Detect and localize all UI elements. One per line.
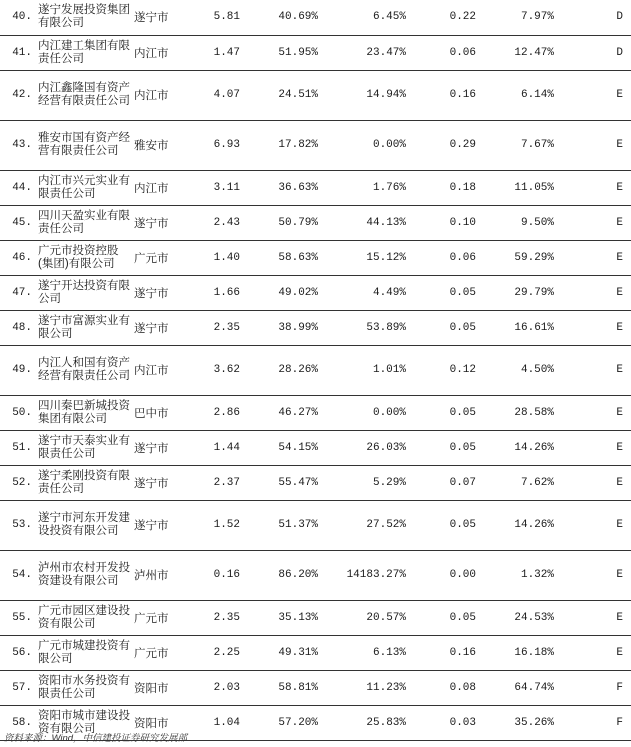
value-col-2: 36.63% xyxy=(240,170,318,205)
row-index: 52. xyxy=(0,465,36,500)
value-col-3: 14.94% xyxy=(318,70,406,120)
company-name: 遂宁柔刚投资有限责任公司 xyxy=(36,465,132,500)
value-col-3: 1.76% xyxy=(318,170,406,205)
value-col-5: 7.97% xyxy=(476,0,554,35)
rating: E xyxy=(554,240,631,275)
table-row xyxy=(0,345,631,395)
rating: E xyxy=(554,205,631,240)
value-col-5: 59.29% xyxy=(476,240,554,275)
row-index: 56. xyxy=(0,635,36,670)
rating: F xyxy=(554,705,631,740)
city-name: 遂宁市 xyxy=(132,275,180,310)
value-col-3: 0.00% xyxy=(318,120,406,170)
value-col-5: 16.61% xyxy=(476,310,554,345)
rating: E xyxy=(554,70,631,120)
table-row xyxy=(0,430,631,465)
value-col-4: 0.10 xyxy=(406,205,476,240)
value-col-1: 2.03 xyxy=(180,670,240,705)
rating: E xyxy=(554,430,631,465)
city-name: 遂宁市 xyxy=(132,500,180,550)
rating: E xyxy=(554,600,631,635)
table-row xyxy=(0,395,631,430)
company-name: 广元市投资控股(集团)有限公司 xyxy=(36,240,132,275)
value-col-3: 0.00% xyxy=(318,395,406,430)
value-col-5: 14.26% xyxy=(476,430,554,465)
value-col-2: 40.69% xyxy=(240,0,318,35)
value-col-4: 0.03 xyxy=(406,705,476,740)
row-index: 53. xyxy=(0,500,36,550)
table-row xyxy=(0,465,631,500)
company-name: 四川天盈实业有限责任公司 xyxy=(36,205,132,240)
value-col-1: 1.47 xyxy=(180,35,240,70)
value-col-1: 2.35 xyxy=(180,310,240,345)
row-index: 41. xyxy=(0,35,36,70)
value-col-4: 0.07 xyxy=(406,465,476,500)
value-col-1: 2.35 xyxy=(180,600,240,635)
value-col-2: 58.81% xyxy=(240,670,318,705)
value-col-2: 86.20% xyxy=(240,550,318,600)
value-col-3: 26.03% xyxy=(318,430,406,465)
city-name: 广元市 xyxy=(132,240,180,275)
value-col-5: 16.18% xyxy=(476,635,554,670)
row-index: 49. xyxy=(0,345,36,395)
value-col-1: 1.52 xyxy=(180,500,240,550)
value-col-3: 25.83% xyxy=(318,705,406,740)
value-col-4: 0.05 xyxy=(406,310,476,345)
city-name: 资阳市 xyxy=(132,705,180,740)
value-col-2: 51.95% xyxy=(240,35,318,70)
value-col-4: 0.18 xyxy=(406,170,476,205)
rating: E xyxy=(554,635,631,670)
company-name: 内江建工集团有限责任公司 xyxy=(36,35,132,70)
value-col-4: 0.08 xyxy=(406,670,476,705)
city-name: 遂宁市 xyxy=(132,205,180,240)
value-col-3: 15.12% xyxy=(318,240,406,275)
value-col-5: 29.79% xyxy=(476,275,554,310)
city-name: 内江市 xyxy=(132,35,180,70)
table-row xyxy=(0,170,631,205)
value-col-4: 0.06 xyxy=(406,240,476,275)
value-col-2: 17.82% xyxy=(240,120,318,170)
rating: E xyxy=(554,395,631,430)
row-index: 47. xyxy=(0,275,36,310)
value-col-5: 11.05% xyxy=(476,170,554,205)
row-index: 46. xyxy=(0,240,36,275)
row-index: 54. xyxy=(0,550,36,600)
value-col-4: 0.12 xyxy=(406,345,476,395)
company-name: 广元市园区建设投资有限公司 xyxy=(36,600,132,635)
value-col-2: 57.20% xyxy=(240,705,318,740)
company-name: 内江人和国有资产经营有限责任公司 xyxy=(36,345,132,395)
value-col-1: 0.16 xyxy=(180,550,240,600)
city-name: 内江市 xyxy=(132,345,180,395)
row-index: 50. xyxy=(0,395,36,430)
company-name: 内江市兴元实业有限责任公司 xyxy=(36,170,132,205)
value-col-1: 5.81 xyxy=(180,0,240,35)
table-row xyxy=(0,600,631,635)
city-name: 遂宁市 xyxy=(132,310,180,345)
rating: D xyxy=(554,0,631,35)
value-col-3: 5.29% xyxy=(318,465,406,500)
value-col-1: 4.07 xyxy=(180,70,240,120)
company-name: 遂宁开达投资有限公司 xyxy=(36,275,132,310)
value-col-5: 28.58% xyxy=(476,395,554,430)
value-col-2: 49.02% xyxy=(240,275,318,310)
city-name: 广元市 xyxy=(132,635,180,670)
table-row xyxy=(0,310,631,345)
value-col-4: 0.16 xyxy=(406,70,476,120)
company-name: 遂宁市天泰实业有限责任公司 xyxy=(36,430,132,465)
row-index: 48. xyxy=(0,310,36,345)
value-col-2: 58.63% xyxy=(240,240,318,275)
table-row xyxy=(0,550,631,600)
value-col-1: 2.43 xyxy=(180,205,240,240)
value-col-3: 20.57% xyxy=(318,600,406,635)
rating: E xyxy=(554,310,631,345)
table-row xyxy=(0,205,631,240)
rating: E xyxy=(554,345,631,395)
city-name: 遂宁市 xyxy=(132,430,180,465)
company-name: 资阳市水务投资有限责任公司 xyxy=(36,670,132,705)
city-name: 内江市 xyxy=(132,70,180,120)
row-index: 45. xyxy=(0,205,36,240)
company-name: 内江鑫隆国有资产经营有限责任公司 xyxy=(36,70,132,120)
value-col-1: 3.11 xyxy=(180,170,240,205)
value-col-2: 35.13% xyxy=(240,600,318,635)
rating: E xyxy=(554,550,631,600)
value-col-4: 0.05 xyxy=(406,600,476,635)
value-col-2: 49.31% xyxy=(240,635,318,670)
value-col-1: 1.66 xyxy=(180,275,240,310)
value-col-4: 0.00 xyxy=(406,550,476,600)
value-col-3: 44.13% xyxy=(318,205,406,240)
value-col-3: 6.45% xyxy=(318,0,406,35)
value-col-2: 38.99% xyxy=(240,310,318,345)
value-col-1: 2.86 xyxy=(180,395,240,430)
company-name: 泸州市农村开发投资建设有限公司 xyxy=(36,550,132,600)
value-col-1: 3.62 xyxy=(180,345,240,395)
rating: E xyxy=(554,500,631,550)
value-col-2: 28.26% xyxy=(240,345,318,395)
value-col-5: 6.14% xyxy=(476,70,554,120)
value-col-3: 4.49% xyxy=(318,275,406,310)
value-col-5: 7.67% xyxy=(476,120,554,170)
value-col-3: 6.13% xyxy=(318,635,406,670)
rating: E xyxy=(554,170,631,205)
table-row xyxy=(0,120,631,170)
company-name: 遂宁市河东开发建设投资有限公司 xyxy=(36,500,132,550)
city-name: 遂宁市 xyxy=(132,0,180,35)
company-name: 资阳市城市建设投资有限公司 xyxy=(36,705,132,740)
table-row xyxy=(0,500,631,550)
value-col-5: 7.62% xyxy=(476,465,554,500)
value-col-4: 0.05 xyxy=(406,275,476,310)
city-name: 泸州市 xyxy=(132,550,180,600)
city-name: 雅安市 xyxy=(132,120,180,170)
value-col-2: 51.37% xyxy=(240,500,318,550)
row-index: 44. xyxy=(0,170,36,205)
value-col-5: 9.50% xyxy=(476,205,554,240)
value-col-5: 12.47% xyxy=(476,35,554,70)
value-col-5: 35.26% xyxy=(476,705,554,740)
value-col-1: 1.40 xyxy=(180,240,240,275)
value-col-4: 0.29 xyxy=(406,120,476,170)
value-col-3: 11.23% xyxy=(318,670,406,705)
city-name: 内江市 xyxy=(132,170,180,205)
source-note: 资料来源：Wind，中信建投证券研究发展部 xyxy=(4,733,188,744)
value-col-1: 2.37 xyxy=(180,465,240,500)
value-col-1: 6.93 xyxy=(180,120,240,170)
company-name: 遂宁发展投资集团有限公司 xyxy=(36,0,132,35)
value-col-3: 1.01% xyxy=(318,345,406,395)
value-col-1: 1.04 xyxy=(180,705,240,740)
value-col-4: 0.05 xyxy=(406,430,476,465)
city-name: 广元市 xyxy=(132,600,180,635)
rating: E xyxy=(554,275,631,310)
company-name: 广元市城建投资有限公司 xyxy=(36,635,132,670)
row-index: 58. xyxy=(0,705,36,740)
value-col-1: 2.25 xyxy=(180,635,240,670)
table-row xyxy=(0,635,631,670)
value-col-4: 0.22 xyxy=(406,0,476,35)
value-col-2: 55.47% xyxy=(240,465,318,500)
value-col-5: 64.74% xyxy=(476,670,554,705)
value-col-4: 0.05 xyxy=(406,395,476,430)
row-index: 55. xyxy=(0,600,36,635)
value-col-2: 54.15% xyxy=(240,430,318,465)
city-name: 资阳市 xyxy=(132,670,180,705)
value-col-3: 23.47% xyxy=(318,35,406,70)
value-col-2: 46.27% xyxy=(240,395,318,430)
value-col-5: 14.26% xyxy=(476,500,554,550)
value-col-3: 27.52% xyxy=(318,500,406,550)
row-index: 57. xyxy=(0,670,36,705)
table-row xyxy=(0,70,631,120)
table-row xyxy=(0,35,631,70)
rating: E xyxy=(554,120,631,170)
value-col-2: 24.51% xyxy=(240,70,318,120)
company-name: 遂宁市富源实业有限公司 xyxy=(36,310,132,345)
table-row xyxy=(0,240,631,275)
row-index: 42. xyxy=(0,70,36,120)
value-col-1: 1.44 xyxy=(180,430,240,465)
row-index: 43. xyxy=(0,120,36,170)
rating: F xyxy=(554,670,631,705)
value-col-4: 0.16 xyxy=(406,635,476,670)
table-row xyxy=(0,275,631,310)
rating: E xyxy=(554,465,631,500)
table-row xyxy=(0,0,631,35)
value-col-5: 1.32% xyxy=(476,550,554,600)
company-name: 雅安市国有资产经营有限责任公司 xyxy=(36,120,132,170)
value-col-4: 0.06 xyxy=(406,35,476,70)
table-row xyxy=(0,670,631,705)
city-name: 巴中市 xyxy=(132,395,180,430)
value-col-4: 0.05 xyxy=(406,500,476,550)
row-index: 51. xyxy=(0,430,36,465)
value-col-3: 14183.27% xyxy=(318,550,406,600)
value-col-5: 24.53% xyxy=(476,600,554,635)
value-col-5: 4.50% xyxy=(476,345,554,395)
row-index: 40. xyxy=(0,0,36,35)
rating: D xyxy=(554,35,631,70)
value-col-2: 50.79% xyxy=(240,205,318,240)
company-name: 四川秦巴新城投资集团有限公司 xyxy=(36,395,132,430)
city-name: 遂宁市 xyxy=(132,465,180,500)
value-col-3: 53.89% xyxy=(318,310,406,345)
